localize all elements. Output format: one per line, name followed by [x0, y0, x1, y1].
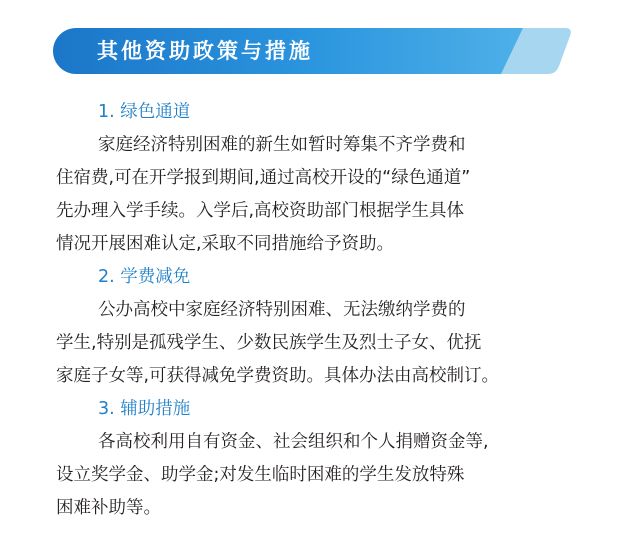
text-line: 家庭子女等,可获得减免学费资助。具体办法由高校制订。 — [56, 366, 500, 386]
paragraph-tuition-waiver — [56, 294, 576, 393]
text-line: 学生,特别是孤残学生、少数民族学生及烈士子女、优抚 — [56, 333, 482, 353]
section-banner — [53, 28, 573, 74]
text-line: 住宿费,可在开学报到期间,通过高校开设的“绿色通道” — [56, 168, 471, 188]
text-line: 家庭经济特别困难的新生如暂时筹集不齐学费和 — [98, 135, 466, 155]
section-heading-green-channel: 1. 绿色通道 — [98, 102, 191, 122]
text-line: 困难补助等。 — [56, 498, 161, 518]
section-heading-auxiliary-measures: 3. 辅助措施 — [98, 399, 191, 419]
section-heading-tuition-waiver: 2. 学费减免 — [98, 267, 191, 287]
text-line: 设立奖学金、助学金;对发生临时困难的学生发放特殊 — [56, 465, 465, 485]
text-line: 公办高校中家庭经济特别困难、无法缴纳学费的 — [98, 300, 466, 320]
text-line: 先办理入学手续。入学后,高校资助部门根据学生具体 — [56, 201, 465, 221]
text-line: 各高校利用自有资金、社会组织和个人捐赠资金等, — [98, 432, 489, 452]
paragraph-green-channel — [56, 129, 576, 261]
document-body — [56, 96, 576, 525]
page-title: 其他资助政策与措施 — [97, 39, 313, 63]
text-line: 情况开展困难认定,采取不同措施给予资助。 — [56, 234, 395, 254]
paragraph-auxiliary-measures — [56, 426, 576, 525]
